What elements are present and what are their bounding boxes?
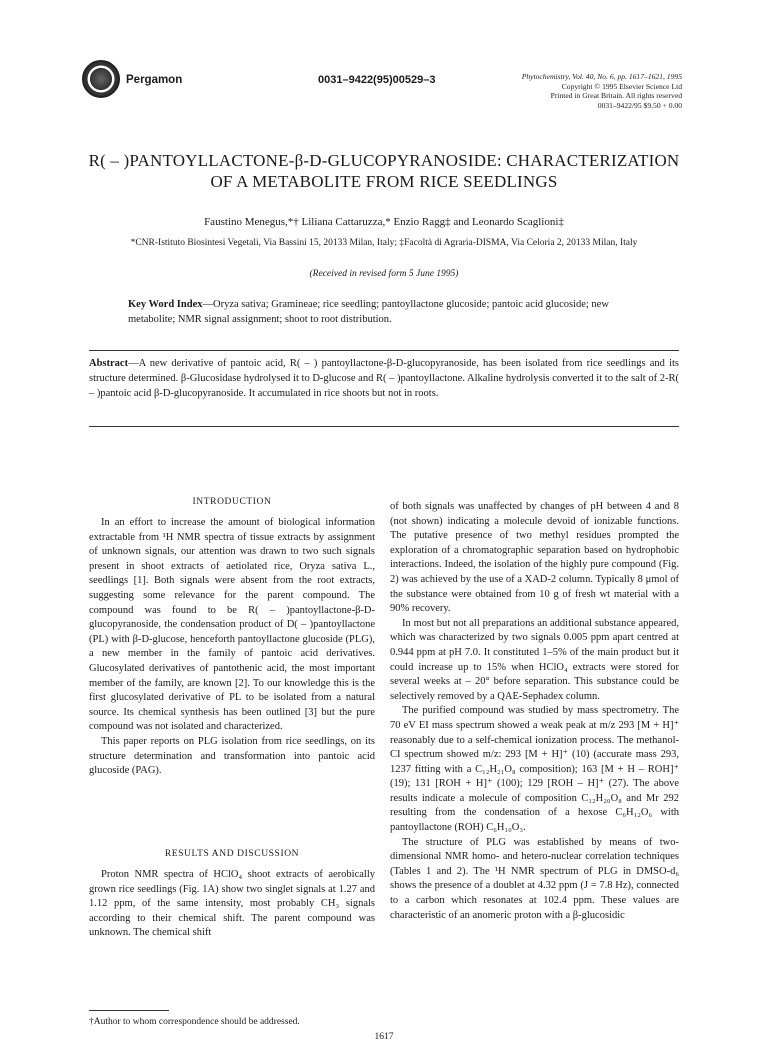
journal-line: 0031–9422/95 $9.50 + 0.00 (597, 100, 682, 110)
doi: 0031–9422(95)00529–3 (318, 74, 436, 86)
keywords (128, 297, 640, 327)
divider (89, 350, 679, 351)
results-body (89, 868, 375, 941)
abstract (89, 356, 679, 402)
title-line: OF A METABOLITE FROM RICE SEEDLINGS (210, 172, 558, 191)
keywords-text: —Oryza sativa; Gramineae; rice seedling; pantoyllactone glucoside; pantoic acid glucoside; new metabolite; NMR signal assignment; shoot to root distribution. (128, 299, 609, 325)
divider (89, 426, 679, 427)
affiliation: *CNR-Istituto Biosintesi Vegetali, Via Bassini 15, 20133 Milan, Italy; ‡Facoltà di Agraria-DISMA, Via Celoria 2, 20133 Milan, Italy (130, 238, 638, 248)
page-number: 1617 (374, 1032, 394, 1042)
paragraph: The structure of PLG was established by means of two-dimensional NMR homo- and hetero-nuclear correlation techniques (Tables 1 and 2). The ¹H NMR spectrum of PLG in DMSO-d₆ shows the presence of a doublet at 4.32 ppm (J = 7.8 Hz), connected to a carbon which resonates at 102.4 ppm. These values are characteristic of an anomeric proton with a β-glucosidic (390, 836, 679, 921)
journal-line: Printed in Great Britain. All rights reserved (550, 91, 682, 101)
journal-line: Phytochemistry, Vol. 40, No. 6, pp. 1617–1621, 1995 (521, 72, 682, 81)
paragraph: Proton NMR spectra of HClO₄ shoot extracts of aerobically grown rice seedlings (Fig. 1A) show two singlet signals at 1.27 and 1.12 ppm, of the same intensity, most probably CH₃ signals according to their chemical shift. The parent compound was unknown. The chemical shift (89, 869, 375, 939)
right-column-body (390, 500, 679, 923)
paragraph: In an effort to increase the amount of biological information extractable from ¹H NMR spectra of tissue extracts by assignment of unknown signals, our attention was drawn to two such signals present in shoot extracts of aetiolated rice, Oryza sativa L., seedlings [1]. Both signals were absent from the root extracts, suggesting some relevance for the parent compound. The compound was found to be R( – )pantoyllactone-β-D-glucopyranoside, the condensation product of D( – )pantoyllactone (PL) with β-D-glucose, henceforth pantoyllactone glucoside (PLG), a new member in the family of pantoic acid derivatives. Glucosylated derivatives of pantothenic acid, the most important member of the family, are known [2]. To our knowledge this is the first glucosylated derivative of PL to be isolated from a natural source. Its chemical synthesis has been outlined [3] but the pure compound was not isolated and characterized. (89, 517, 375, 733)
footnote: †Author to whom correspondence should be addressed. (89, 1017, 300, 1027)
abstract-label: Abstract (89, 358, 129, 369)
paragraph: In most but not all preparations an additional substance appeared, which was characterized by two signals 0.005 ppm apart centred at 0.944 ppm at pH 7.0. It constituted 1–5% of the main product but it could increase up to 15% when HClO₄ extracts were stored for several weeks at – 20° before separation. This substance could be selectively removed by a QAE-Sephadex column. (390, 617, 679, 702)
footnote-rule (89, 1010, 169, 1011)
received-date: (Received in revised form 5 June 1995) (309, 269, 459, 279)
title-line: R( – )PANTOYLLACTONE-β-D-GLUCOPYRANOSIDE: CHARACTERIZATION (88, 151, 680, 170)
authors: Faustino Menegus,*† Liliana Cattaruzza,* Enzio Ragg‡ and Leonardo Scaglioni‡ (204, 216, 564, 228)
journal-info (442, 72, 682, 110)
journal-line: Copyright © 1995 Elsevier Science Ltd (561, 81, 682, 91)
publisher-name: Pergamon (126, 74, 183, 86)
publisher-logo (82, 60, 120, 98)
section-heading-introduction: INTRODUCTION (192, 497, 272, 507)
section-heading-results: RESULTS AND DISCUSSION (164, 849, 300, 859)
abstract-text: —A new derivative of pantoic acid, R( – ) pantoyllactone-β-D-glucopyranoside, has been isolated from rice seedlings and its structure determined. β-Glucosidase hydrolysed it to D-glucose and R( – )pantoyllactone. Alkaline hydrolysis converted it to the salt of 2-R( – )pantoic acid β-D-glucopyranoside. It accumulated in rice shoots but not in roots. (89, 358, 679, 400)
paragraph: of both signals was unaffected by changes of pH between 4 and 8 (not shown) indicating a molecule devoid of ionizable functions. The putative presence of two methyl residues prompted the exploration of a chromatographic separation based on hydrophobic interactions. Indeed, the isolation of the highly pure compound (Fig. 2) was achieved by the use of a XAD-2 column. Typically 8 μmol of the substance were obtained from 10 g of fresh wt material with a 90% recovery. (390, 501, 679, 615)
paper-title (60, 150, 708, 192)
keywords-label: Key Word Index (128, 299, 203, 310)
paragraph: The purified compound was studied by mass spectrometry. The 70 eV EI mass spectrum showed a weak peak at m/z 293 [M + H]⁺ reasonably due to a self-chemical ionization process. The methanol-CI spectrum showed m/z: 293 [M + H]⁺ (10) (accurate mass 293, 1237 fitting with a C₁₂H₂₁O₈ composition); 163 [M + H – ROH]⁺ (19); 131 [ROH + H]⁺ (100); 129 [ROH – H]⁺ (27). The above results indicate a molecule of composition C₁₂H₂₀O₈ and Mr 292 resulting from the condensation of a hexose C₆H₁₂O₆ with pantoyllactone (ROH) C₆H₁₀O₃. (390, 705, 679, 834)
introduction-body (89, 516, 375, 779)
paragraph: This paper reports on PLG isolation from rice seedlings, on its structure determination and transformation into pantoic acid glucoside (PAG). (89, 735, 375, 777)
